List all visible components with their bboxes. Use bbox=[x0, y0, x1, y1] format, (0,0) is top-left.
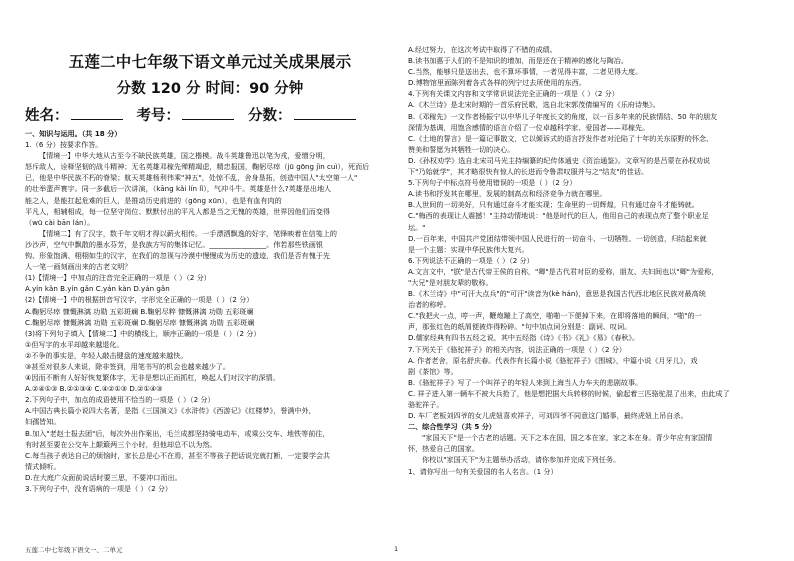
text-line: ①但写字的水平却越来越退化。 bbox=[25, 339, 124, 349]
text-line: 骆驼祥子。 bbox=[408, 400, 444, 409]
text-line: "大兄"是对朋友辈的敬称。 bbox=[408, 277, 493, 287]
text-line: 2.下列句子中，加点的成语使用不恰当的一项是（ ）（2 分） bbox=[25, 395, 215, 405]
text-line: D.在大庭广众面前说话时要三思，不要冲口而出。 bbox=[25, 472, 182, 482]
text-line: 治者的称呼。 bbox=[408, 300, 451, 310]
text-line: 沙沙声，空气中飘散的墨水芬芳，是我族方写的集体记忆。________________。伟若那些铁画银 bbox=[25, 239, 323, 249]
text-line: A. 作者老舍，原名舒庆春。代表作有长篇小说《骆驼祥子》《围城》，中篇小说《月牙儿》，戏 bbox=[408, 355, 698, 365]
text-line: 4.下列有关课文内容和文学常识说法完全正确的一项是（ ）（2 分） bbox=[408, 89, 619, 99]
text-line: D.儒家经典有四书五经之说，其中五经指《诗》《书》《礼》《易》《春秋》。 bbox=[408, 333, 640, 343]
text-line: 3.下列句子中，没有语病的一项是（ ）（2 分） bbox=[25, 484, 173, 493]
text-line: A.yín kǎn B.yín gǎn C.yán kàn D.yán gǎn bbox=[25, 284, 170, 294]
text-line: 是一个主题：实现中华民族伟大复兴。 bbox=[408, 244, 529, 254]
score-time: 分数 120 分 时间：90 分钟 bbox=[116, 81, 304, 97]
text-line: 的壮举蜚声寰宇。同一多截后一次讲演，（kāng kǎi lín lǐ），气冲斗牛。英雄是什么?英雄是出地人 bbox=[25, 184, 332, 194]
left-column bbox=[25, 0, 405, 494]
text-line: A.②④①③ B.②①③④ C.④②①③ D.②①④③ bbox=[25, 384, 163, 394]
footer-text: 五莲二中七年级下语文一、二单元 bbox=[25, 546, 123, 554]
score-blank bbox=[294, 119, 356, 120]
text-line: B.人世间的一切美好，只有通过奋斗才能实现；生命里的一切辉煌，只有通过奋斗才能铸就。 bbox=[408, 200, 699, 210]
text-line: 7.下列关于《骆驼祥子》的相关内容，说法正确的一项是（ ）（2 分） bbox=[408, 344, 626, 354]
text-line: 人一笔一画刻画出来的古老文明？ bbox=[25, 262, 132, 272]
text-line: 声，那张红色的纸屑便被炸得粉碎。"句中加点词分别是：副词、叹词。 bbox=[408, 322, 632, 332]
text-line: 深情为基调，用饱含感情的语言介绍了一位卓越科学家、爱国者——邓稼先。 bbox=[408, 122, 650, 132]
page-number: 1 bbox=[394, 545, 399, 553]
text-line: (1)【情境一】中加点的注音完全正确的一项是（ ）（2 分） bbox=[25, 273, 211, 283]
text-line: B.《骆驼祥子》写了一个叫祥子的年轻人来到上海当人力车夫的悲剧故事。 bbox=[408, 377, 643, 387]
text-line: 【情境二】有了汉字，数千年文明才得以薪火相传。一手漂洒飘逸的好字，笔锋映着在信笺上的 bbox=[39, 228, 337, 238]
text-line: 妇孺皆知。 bbox=[25, 417, 61, 427]
text-line: C. 祥子进入第一辆车不被大兵抢了，他是想把据大兵转移的时候，偷起着三匹骆驼混了出来，由此成了 bbox=[408, 388, 730, 398]
student-info-line bbox=[25, 104, 395, 125]
text-line: 有时甚至要在公交车上颠簸两三个小时，但他却总不以为然。 bbox=[25, 439, 217, 449]
text-line: ②不争的事实是，年轻人敲击键盘的速度越来越快。 bbox=[25, 350, 188, 360]
text-line: B.读书加惠于人们的不是知识的增加，而是还在于精神的感化与陶冶。 bbox=[408, 56, 628, 66]
text-line: B.加入"老赵士报去团"后，每次外出作案出，毛兰成都坚持骑电动车，或乘公交车、地铁等前往， bbox=[25, 428, 330, 438]
text-line: ③甚至对很多人来说，除非签到，用笔书写的机会也越来越少了。 bbox=[25, 361, 230, 371]
text-line: 赞美和誓愿为其牺牲一切的决心。 bbox=[408, 144, 515, 154]
text-line: B.《木兰诗》中"可汗大点兵"的"可汗"读音为(kè hán)，意思是我国古代西北地区民族对最高统 bbox=[408, 289, 706, 299]
text-line: C.当然，能够只是送出去，也不算坏事情，一者见得丰富，二者见得大度。 bbox=[408, 67, 643, 77]
text-line: D.《孙权劝学》选自北宋司马光主持编纂的纪传体通史《资治通鉴》。文章写的是吕蒙在孙权劝说 bbox=[408, 155, 711, 165]
number-field bbox=[137, 104, 235, 125]
text-line: 怒斥敌人，诠释坚韧的战斗精神；无名英雄邓稼先殚精竭虑，精忠报国，鞠躬尽瘁（jū gōng jìn cuì），死而后 bbox=[25, 162, 370, 172]
name-label: 姓名： bbox=[25, 108, 69, 124]
text-line: 已，他是中华民族不朽的脊梁；航天英雄杨利伟乘"神五"，处惊不乱，舍身垦拓，创造中国人"太空第一人" bbox=[25, 173, 358, 183]
text-line: D.一百年来，中国共产党团结带领中国人民进行的一切奋斗、一切牺牲、一切创造，归结起来就 bbox=[408, 233, 707, 243]
text-line: C.每当孩子表达自己的烦恼时，家长总是心不在焉，甚至不等孩子把话说完就打断，一定要学会共 bbox=[25, 450, 331, 460]
text-line: 你校以"家国天下"为主题举办活动，请你参加并完成下列任务。 bbox=[422, 455, 621, 465]
text-line: 下"乃始就学"，其才略很快有惊人的长进而令鲁肃叹服并与之"结友"的佳话。 bbox=[408, 167, 649, 177]
text-line: B.《邓稼先》一文作者杨振宁以中华儿子年度长文的角度，以一百多年来的民族情结、50 年的朋友 bbox=[408, 111, 718, 121]
text-line: A.鞠躬尽瘁 慷慨淋漓 功勋 五彩斑斓 B.鞠躬尽粹 慷慨淋漓 功勋 五彩斑斓 bbox=[25, 306, 254, 316]
right-body-text bbox=[408, 44, 780, 477]
text-line: 能之人，是能扛起危难的巨人，是推动历史前进的（gōng xūn），也是有血有肉的 bbox=[25, 195, 282, 205]
text-line: A.文言文中，"朕"是古代帝王侯的自称，"卿"是古代君对臣的爱称，朋友、夫妇间也以"卿"为爱称， bbox=[408, 266, 719, 276]
text-line: 坛。" bbox=[408, 222, 426, 232]
text-line: 剧《茶馆》等。 bbox=[408, 366, 458, 376]
text-line: "家国天下"是一个古老的话题。天下之本在国，国之本在家，家之本在身。青少年应有家国情 bbox=[422, 433, 713, 443]
text-line: 怀，热爱自己的国家。 bbox=[408, 444, 479, 454]
text-line: (3)将下列句子填入【情境二】中的横线上，顺序正确的一项是（ ）（2 分） bbox=[25, 328, 261, 338]
text-line: ④因而不断有人好好恢复繁体字，无非是想以正而抓杠，唤起人们对汉字的深情。 bbox=[25, 373, 280, 383]
text-line: 情式倾听。 bbox=[25, 461, 61, 471]
text-line: C.鞠躬尽瘁 慷慨淋漓 功勋 五彩斑斓 D.鞠躬尽瘁 慷慨淋漓 功勋 五彩斑斓 bbox=[25, 317, 255, 327]
text-line: 5.下列句子中标点符号使用错误的一项是（ ）（2 分） bbox=[408, 178, 577, 188]
left-body-text bbox=[25, 128, 405, 494]
text-line: A.中国古典长篇小说四大名著，是指《三国演义》《水浒传》《西游记》《红楼梦》，誉满中外， bbox=[25, 406, 316, 416]
section-heading: 二、综合性学习（共 5 分） bbox=[408, 422, 496, 432]
exam-title: 五莲二中七年级下语文单元过关成果展示 bbox=[68, 53, 352, 71]
text-line: A.经过努力，在这次考试中取得了不错的成绩。 bbox=[408, 45, 557, 54]
score-label: 分数： bbox=[248, 108, 292, 124]
text-line: C.《土地的誓言》是一篇记事散文，它以倾诉式的语言抒发作者对沦陷了十年的关东原野的怀念、 bbox=[408, 133, 714, 143]
section-heading: 一、知识与运用。（共 18 分） bbox=[25, 129, 122, 138]
text-line: 平凡人，相辅相成，每一位坚守岗位、默默付出的平凡人都是当之无愧的英雄，世界因他们而变得 bbox=[25, 206, 331, 216]
text-line: 6.下列说法不正确的一项是（ ）（2 分） bbox=[408, 255, 534, 265]
name-field bbox=[25, 104, 123, 125]
text-line: A.读书和抒发其在哪里，发展的制高点和经济竞争力就在哪里。 bbox=[408, 189, 607, 199]
number-blank bbox=[182, 119, 234, 120]
text-line: 1.（6 分）按要求作答。 bbox=[25, 140, 103, 150]
number-label: 考号： bbox=[136, 108, 180, 124]
text-line: C."我把火一点，哼一声，鞭炮蹦上了高空，啪啪一下便掉下来，在即将落地的瞬间，"啪"的一 bbox=[408, 311, 702, 321]
text-line: (2)【情境一】中的根据拼音写汉字，字形完全正确的一项是（ ）（2 分） bbox=[25, 295, 254, 305]
text-line: A.《木兰诗》是北宋时期的一首乐府民歌，选自北宋郭茂倩编写的《乐府诗集》。 bbox=[408, 100, 660, 110]
text-line: D.博物馆里面陈列着各式各样的列宁过去所使用的东西。 bbox=[408, 78, 586, 88]
right-column bbox=[408, 44, 780, 477]
score-field bbox=[248, 104, 356, 125]
text-line: （wū cài bān lán）。 bbox=[25, 217, 95, 227]
name-blank bbox=[71, 119, 123, 120]
text-line: 【情境一】中华大地从古至今不缺民族英雄，国之楷模。战斗英雄鲁迅以笔为戎，爱憎分明， bbox=[39, 151, 330, 161]
text-line: 1、请你写出一句有关爱国的名人名言。（1 分） bbox=[408, 466, 558, 476]
text-line: 钩、形象饱满、栩栩如生的汉字，在我们的忽视与冷漠中慢慢成为历史的遗迹，我们是否有愧于先 bbox=[25, 251, 331, 261]
text-line: C."梅西的表现让人震撼！"主持动情地说："他是时代的巨人，他用自己的表现点亮了整个职业足 bbox=[408, 211, 709, 221]
text-line: D. 车厂老板刘四爷的女儿虎妞喜欢祥子，可刘四爷不同意这门婚事，最终虎妞上吊自杀。 bbox=[408, 411, 688, 421]
